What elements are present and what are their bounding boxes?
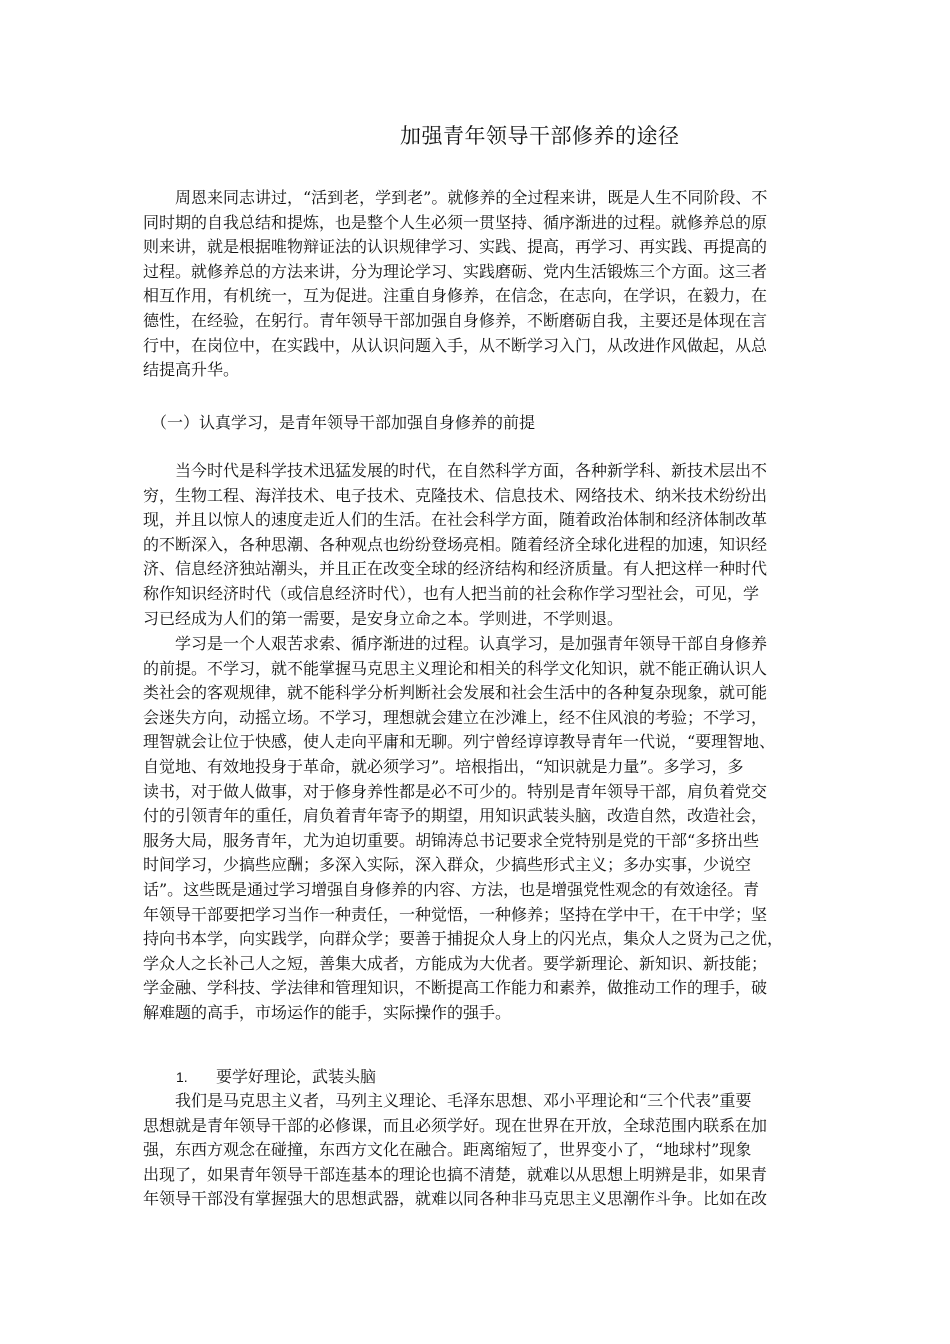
text-line: 学金融、学科技、学法律和管理知识，不断提高工作能力和素养，做推动工作的理手，破 bbox=[143, 978, 768, 998]
text-line: 付的引领青年的重任，肩负着青年寄予的期望，用知识武装头脑，改造自然，改造社会， bbox=[143, 806, 768, 826]
text-line: 强，东西方观念在碰撞，东西方文化在融合。距离缩短了，世界变小了，“地球村”现象 bbox=[143, 1140, 752, 1160]
text-line: 当今时代是科学技术迅猛发展的时代，在自然科学方面，各种新学科、新技术层出不 bbox=[143, 461, 768, 480]
text-line: 我们是马克思主义者，马列主义理论、毛泽东思想、邓小平理论和“三个代表”重要 bbox=[143, 1091, 752, 1110]
text-line: 结提高升华。 bbox=[143, 360, 240, 380]
text-line: 理智就会让位于快感，使人走向平庸和无聊。列宁曾经谆谆教导青年一代说，“要理智地、 bbox=[143, 732, 776, 752]
text-line: 年领导干部没有掌握强大的思想武器，就难以同各种非马克思主义思潮作斗争。比如在改 bbox=[143, 1189, 768, 1209]
text-line: 德性，在经验，在躬行。青年领导干部加强自身修养，不断磨砺自我，主要还是体现在言 bbox=[143, 311, 768, 330]
text-line: 读书，对于做人做事，对于修身养性都是必不可少的。特别是青年领导干部，肩负着党交 bbox=[143, 781, 768, 801]
text-line: 学众人之长补己人之短，善集大成者，方能成为大优者。要学新理论、新知识、新技能； bbox=[143, 953, 768, 973]
text-line: 解难题的高手，市场运作的能手，实际操作的强手。 bbox=[143, 1003, 512, 1022]
text-line: 相互作用，有机统一，互为促进。注重自身修养，在信念，在志向，在学识，在毅力，在 bbox=[143, 286, 768, 306]
text-line: 穷，生物工程、海洋技术、电子技术、克隆技术、信息技术、网络技术、纳米技术纷纷出 bbox=[143, 485, 768, 505]
text-line: 习已经成为人们的第一需要，是安身立命之本。学则进，不学则退。 bbox=[143, 608, 624, 628]
text-line: 同时期的自我总结和提炼，也是整个人生必须一贯坚持、循序渐进的过程。就修养总的原 bbox=[143, 212, 768, 232]
text-line: 话”。这些既是通过学习增强自身修养的内容、方法，也是增强党性观念的有效途径。青 bbox=[143, 880, 760, 899]
text-line: 时间学习，少搞些应酬；多深入实际，深入群众，少搞些形式主义；多办实事，少说空 bbox=[143, 855, 752, 875]
text-line: 则来讲，就是根据唯物辩证法的认识规律学习、实践、提高，再学习、再实践、再提高的 bbox=[143, 237, 768, 257]
heading-number: 1. bbox=[176, 1069, 188, 1085]
text-line: 会迷失方向，动摇立场。不学习，理想就会建立在沙滩上，经不住风浪的考验；不学习， bbox=[143, 707, 768, 727]
text-line: 出现了，如果青年领导干部连基本的理论也搞不清楚，就难以从思想上明辨是非，如果青 bbox=[143, 1164, 768, 1184]
text-line: 的不断深入，各种思潮、各种观点也纷纷登场亮相。随着经济全球化进程的加速，知识经 bbox=[143, 534, 768, 554]
text-line: 周恩来同志讲过，“活到老，学到老”。就修养的全过程来讲，既是人生不同阶段、不 bbox=[143, 188, 768, 207]
text-line: 过程。就修养总的方法来讲，分为理论学习、实践磨砺、党内生活锻炼三个方面。这三者 bbox=[143, 261, 768, 281]
text-line: 学习是一个人艰苦求索、循序渐进的过程。认真学习，是加强青年领导干部自身修养 bbox=[143, 634, 768, 653]
text-line: 持向书本学，向实践学，向群众学；要善于捕捉众人身上的闪光点，集众人之贤为己之优， bbox=[143, 929, 784, 949]
text-line: 思想就是青年领导干部的必修课，而且必须学好。现在世界在开放，全球范围内联系在加 bbox=[143, 1115, 768, 1135]
text-line: 称作知识经济时代（或信息经济时代），也有人把当前的社会称作学习型社会，可见，学 bbox=[143, 584, 760, 603]
text-line: 行中，在岗位中，在实践中，从认识问题入手，从不断学习入门，从改进作风做起，从总 bbox=[143, 335, 768, 355]
heading-text: 要学好理论，武装头脑 bbox=[216, 1067, 377, 1086]
text-line: 服务大局，服务青年，尤为迫切重要。胡锦涛总书记要求全党特别是党的干部“多挤出些 bbox=[143, 830, 760, 850]
document-title: 加强青年领导干部修养的途径 bbox=[400, 124, 680, 148]
numbered-heading bbox=[176, 1065, 376, 1089]
text-line: 自觉地、有效地投身于革命，就必须学习”。培根指出，“知识就是力量”。多学习，多 bbox=[143, 757, 744, 776]
text-line: 济、信息经济独站潮头，并且正在改变全球的经济结构和经济质量。有人把这样一种时代 bbox=[143, 559, 768, 579]
text-line: 年领导干部要把学习当作一种责任，一种觉悟，一种修养；坚持在学中干，在干中学；坚 bbox=[143, 904, 768, 924]
text-line: 类社会的客观规律，就不能科学分析判断社会发展和社会生活中的各种复杂现象，就可能 bbox=[143, 683, 768, 703]
section-heading: （一）认真学习，是青年领导干部加强自身修养的前提 bbox=[151, 413, 536, 432]
text-line: 现，并且以惊人的速度走近人们的生活。在社会科学方面，随着政治体制和经济体制改革 bbox=[143, 510, 768, 530]
text-line: 的前提。不学习，就不能掌握马克思主义理论和相关的科学文化知识，就不能正确认识人 bbox=[143, 658, 768, 678]
